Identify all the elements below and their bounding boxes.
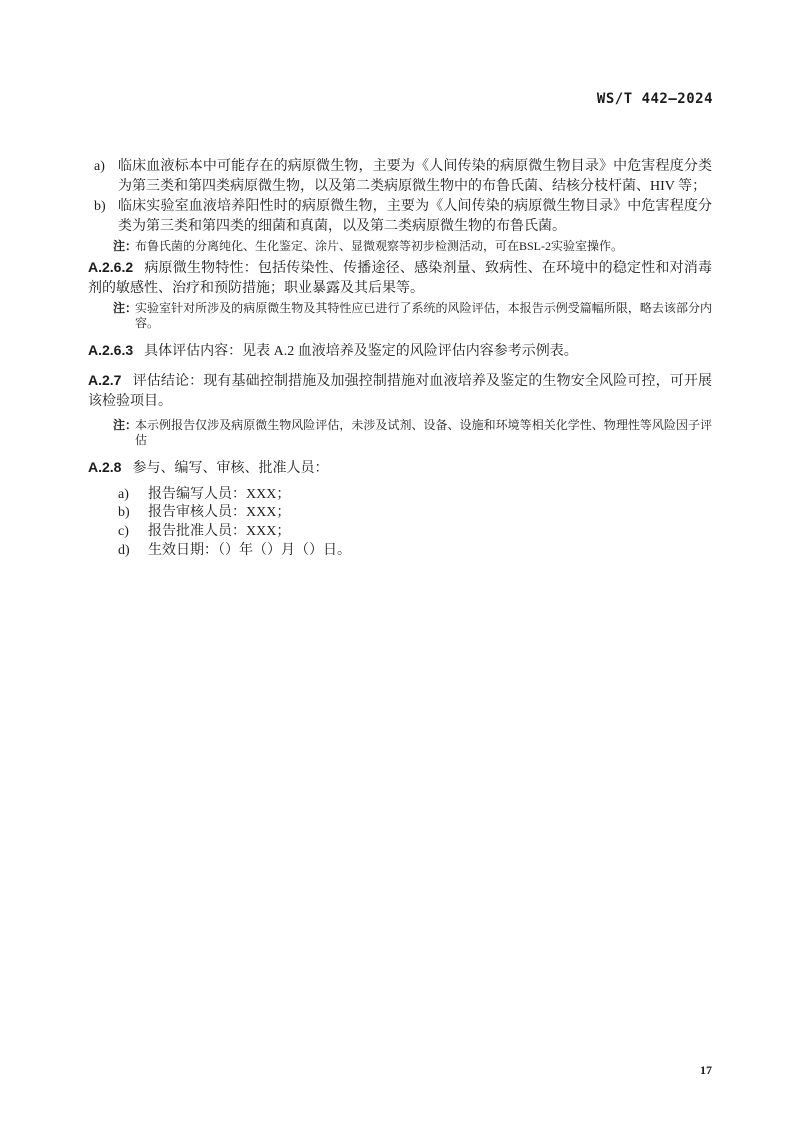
clause-text: 评估结论：现有基础控制措施及加强控制措施对血液培养及鉴定的生物安全风险可控，可开展该检验项目。 xyxy=(88,373,712,409)
note-text: 实验室针对所涉及的病原微生物及其特性应已进行了系统的风险评估，本报告示例受篇幅所限，略去该部分内容。 xyxy=(135,300,712,330)
pathogen-list-item-b xyxy=(88,197,712,237)
clause-a-2-6-3 xyxy=(88,340,712,362)
list-marker: d) xyxy=(118,542,130,558)
note-label: 注： xyxy=(113,239,138,253)
personnel-item-effective-date xyxy=(88,542,712,561)
clause-text: 病原微生物特性：包括传染性、传播途径、感染剂量、致病性、在环境中的稳定性和对消毒剂的敏感性、治疗和预防措施；职业暴露及其后果等。 xyxy=(88,260,712,296)
note-text: 本示例报告仅涉及病原微生物风险评估，未涉及试剂、设备、设施和环境等相关化学性、物理性等风险因子评估 xyxy=(135,417,712,447)
clause-number: A.2.7 xyxy=(88,371,122,388)
personnel-list xyxy=(88,486,712,561)
note-text: 布鲁氏菌的分离纯化、生化鉴定、涂片、显微观察等初步检测活动，可在BSL-2实验室操作。 xyxy=(135,239,624,253)
list-item-text: 报告批准人员：XXX； xyxy=(148,524,291,540)
note-label: 注： xyxy=(113,417,138,432)
note-label: 注： xyxy=(113,300,138,315)
personnel-item-writer xyxy=(88,486,712,505)
list-item-text: 生效日期：（）年（）月（）日。 xyxy=(148,542,351,558)
list-marker: c) xyxy=(118,524,129,540)
standard-number-header: WS/T 442—2024 xyxy=(596,91,713,107)
clause-number: A.2.6.3 xyxy=(88,341,134,358)
list-item-text: 临床实验室血液培养阳性时的病原微生物，主要为《人间传染的病原微生物目录》中危害程度分类为第三类和第四类的细菌和真菌，以及第二类病原微生物的布鲁氏菌。 xyxy=(118,199,712,234)
clause-text: 具体评估内容：见表 A.2 血液培养及鉴定的风险评估内容参考示例表。 xyxy=(144,343,578,359)
clause-number: A.2.6.2 xyxy=(88,258,134,275)
clause-a-2-8 xyxy=(88,457,712,479)
document-body xyxy=(88,157,712,561)
list-marker: b) xyxy=(94,199,106,214)
list-item-text: 临床血液标本中可能存在的病原微生物，主要为《人间传染的病原微生物目录》中危害程度分类为第三类和第四类病原微生物，以及第二类病原微生物中的布鲁氏菌、结核分枝杆菌、HIV 等； xyxy=(118,159,712,194)
note-brucella xyxy=(88,239,712,255)
personnel-item-approver xyxy=(88,523,712,542)
pathogen-list-item-a xyxy=(88,157,712,197)
clause-number: A.2.8 xyxy=(88,458,122,475)
note-a-2-6-2 xyxy=(88,301,712,332)
personnel-item-reviewer xyxy=(88,504,712,523)
clause-text: 参与、编写、审核、批准人员： xyxy=(132,460,329,476)
page-number: 17 xyxy=(700,1063,712,1077)
list-item-text: 报告编写人员：XXX； xyxy=(148,486,291,502)
list-marker: a) xyxy=(118,486,129,502)
list-marker: b) xyxy=(118,505,130,521)
clause-a-2-6-2 xyxy=(88,257,712,299)
clause-a-2-7 xyxy=(88,370,712,412)
list-marker: a) xyxy=(94,159,105,174)
note-a-2-7 xyxy=(88,418,712,449)
list-item-text: 报告审核人员：XXX； xyxy=(148,505,291,521)
